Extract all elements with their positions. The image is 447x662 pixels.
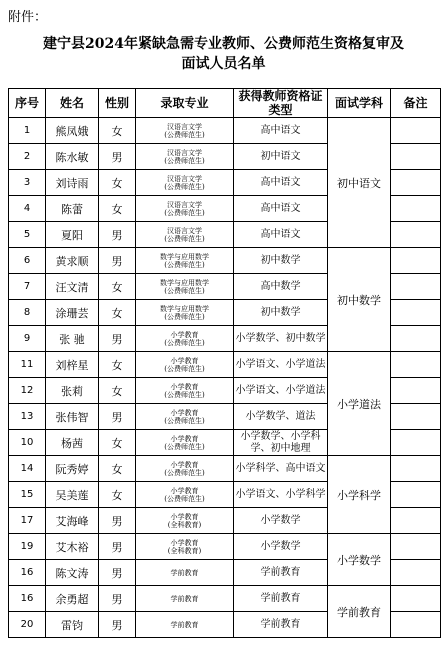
remark [391, 300, 441, 326]
teacher-qualification: 小学数学、初中数学 [234, 326, 328, 352]
candidate-name: 陈文涛 [46, 560, 99, 586]
admitted-major [136, 534, 234, 560]
candidate-name: 阮秀婷 [46, 456, 99, 482]
major-name: 学前教育 [170, 568, 199, 577]
major-name: 汉语言文学 [167, 226, 202, 235]
interview-subject: 初中语文 [328, 118, 391, 248]
row-number: 9 [9, 326, 46, 352]
major-type: (公费师范生) [164, 364, 205, 373]
table-body [9, 118, 441, 638]
table-header-row [9, 89, 441, 118]
table-row [9, 456, 441, 482]
major-name: 小学教育 [170, 434, 199, 443]
admitted-major [136, 456, 234, 482]
remark [391, 534, 441, 560]
major-name: 汉语言文学 [167, 122, 202, 131]
major-name: 学前教育 [170, 620, 199, 629]
major-type: (公费师范生) [164, 442, 205, 451]
candidate-name: 杨茜 [46, 430, 99, 456]
candidate-name: 艾海峰 [46, 508, 99, 534]
admitted-major [136, 196, 234, 222]
candidate-name: 张伟智 [46, 404, 99, 430]
candidate-gender: 女 [99, 430, 136, 456]
major-name: 汉语言文学 [167, 148, 202, 157]
candidate-gender: 男 [99, 508, 136, 534]
column-header-gender: 性别 [99, 89, 136, 118]
major-type: (公费师范生) [164, 234, 205, 243]
row-number: 4 [9, 196, 46, 222]
row-number: 11 [9, 352, 46, 378]
row-number: 17 [9, 508, 46, 534]
major-type: (公费师范生) [164, 130, 205, 139]
candidate-name: 陈水敏 [46, 144, 99, 170]
row-number: 1 [9, 118, 46, 144]
remark [391, 560, 441, 586]
remark [391, 222, 441, 248]
remark [391, 586, 441, 612]
teacher-qualification: 小学科学、高中语文 [234, 456, 328, 482]
teacher-qualification: 小学数学 [234, 508, 328, 534]
admitted-major [136, 248, 234, 274]
candidate-gender: 男 [99, 404, 136, 430]
candidate-name: 艾木裕 [46, 534, 99, 560]
teacher-qualification: 高中语文 [234, 222, 328, 248]
teacher-qualification: 小学语文、小学道法 [234, 352, 328, 378]
row-number: 15 [9, 482, 46, 508]
candidate-gender: 女 [99, 118, 136, 144]
row-number: 3 [9, 170, 46, 196]
teacher-qualification: 小学数学 [234, 534, 328, 560]
admitted-major [136, 430, 234, 456]
remark [391, 378, 441, 404]
major-type: (公费师范生) [164, 338, 205, 347]
major-type: (公费师范生) [164, 494, 205, 503]
remark [391, 118, 441, 144]
major-name: 数学与应用数学 [160, 278, 209, 287]
major-name: 数学与应用数学 [160, 252, 209, 261]
major-name: 数学与应用数学 [160, 304, 209, 313]
column-header-subject: 面试学科 [328, 89, 391, 118]
teacher-qualification: 初中数学 [234, 248, 328, 274]
candidate-name: 雷钧 [46, 612, 99, 638]
interview-subject: 小学数学 [328, 534, 391, 586]
remark [391, 352, 441, 378]
admitted-major [136, 274, 234, 300]
candidate-name: 涂珊芸 [46, 300, 99, 326]
row-number: 2 [9, 144, 46, 170]
admitted-major [136, 482, 234, 508]
table-row [9, 118, 441, 144]
candidate-table [8, 88, 441, 638]
remark [391, 612, 441, 638]
candidate-gender: 男 [99, 144, 136, 170]
remark [391, 404, 441, 430]
admitted-major [136, 612, 234, 638]
major-name: 小学教育 [170, 486, 199, 495]
table-row [9, 534, 441, 560]
major-name: 小学教育 [170, 408, 199, 417]
teacher-qualification: 学前教育 [234, 586, 328, 612]
candidate-gender: 女 [99, 456, 136, 482]
major-name: 小学教育 [170, 512, 199, 521]
candidate-name: 刘诗雨 [46, 170, 99, 196]
teacher-qualification: 小学语文、小学科学 [234, 482, 328, 508]
interview-subject: 小学道法 [328, 352, 391, 456]
major-name: 小学教育 [170, 538, 199, 547]
candidate-gender: 女 [99, 352, 136, 378]
table-row [9, 248, 441, 274]
major-name: 学前教育 [170, 594, 199, 603]
admitted-major [136, 326, 234, 352]
admitted-major [136, 508, 234, 534]
row-number: 20 [9, 612, 46, 638]
document-title: 建宁县2024年紧缺急需专业教师、公费师范生资格复审及 [43, 36, 404, 52]
major-type: (公费师范生) [164, 286, 205, 295]
major-type: (公费师范生) [164, 390, 205, 399]
major-name: 小学教育 [170, 330, 199, 339]
column-header-remark: 备注 [391, 89, 441, 118]
remark [391, 170, 441, 196]
admitted-major [136, 586, 234, 612]
candidate-name: 余勇超 [46, 586, 99, 612]
column-header-major: 录取专业 [136, 89, 234, 118]
major-type: (公费师范生) [164, 416, 205, 425]
candidate-gender: 女 [99, 196, 136, 222]
candidate-name: 夏阳 [46, 222, 99, 248]
major-name: 小学教育 [170, 382, 199, 391]
major-type: (公费师范生) [164, 208, 205, 217]
teacher-qualification: 高中语文 [234, 196, 328, 222]
remark [391, 248, 441, 274]
admitted-major [136, 170, 234, 196]
column-header-qualification: 获得教师资格证类型 [234, 89, 328, 118]
candidate-gender: 男 [99, 612, 136, 638]
teacher-qualification: 小学数学、小学科学、初中地理 [234, 430, 328, 456]
table-row [9, 352, 441, 378]
admitted-major [136, 222, 234, 248]
candidate-gender: 男 [99, 586, 136, 612]
candidate-name: 黄求顺 [46, 248, 99, 274]
candidate-name: 刘梓星 [46, 352, 99, 378]
candidate-gender: 男 [99, 248, 136, 274]
document-title-line2: 面试人员名单 [181, 56, 266, 72]
candidate-gender: 女 [99, 482, 136, 508]
admitted-major [136, 560, 234, 586]
teacher-qualification: 初中语文 [234, 144, 328, 170]
candidate-gender: 女 [99, 274, 136, 300]
major-type: (公费师范生) [164, 312, 205, 321]
teacher-qualification: 高中数学 [234, 274, 328, 300]
row-number: 19 [9, 534, 46, 560]
candidate-gender: 男 [99, 534, 136, 560]
admitted-major [136, 300, 234, 326]
teacher-qualification: 小学数学、道法 [234, 404, 328, 430]
candidate-name: 吴美莲 [46, 482, 99, 508]
interview-subject: 初中数学 [328, 248, 391, 352]
candidate-gender: 男 [99, 326, 136, 352]
remark [391, 144, 441, 170]
remark [391, 430, 441, 456]
row-number: 10 [9, 430, 46, 456]
admitted-major [136, 352, 234, 378]
major-type: (公费师范生) [164, 468, 205, 477]
interview-subject: 学前教育 [328, 586, 391, 638]
remark [391, 274, 441, 300]
column-header-no: 序号 [9, 89, 46, 118]
candidate-name: 陈蕾 [46, 196, 99, 222]
attachment-label: 附件： [8, 10, 48, 25]
interview-subject: 小学科学 [328, 456, 391, 534]
teacher-qualification: 高中语文 [234, 170, 328, 196]
row-number: 8 [9, 300, 46, 326]
major-name: 小学教育 [170, 460, 199, 469]
major-name: 汉语言文学 [167, 200, 202, 209]
teacher-qualification: 初中数学 [234, 300, 328, 326]
candidate-name: 张莉 [46, 378, 99, 404]
candidate-name: 张 驰 [46, 326, 99, 352]
major-name: 汉语言文学 [167, 174, 202, 183]
candidate-gender: 女 [99, 170, 136, 196]
admitted-major [136, 378, 234, 404]
admitted-major [136, 118, 234, 144]
major-type: (公费师范生) [164, 182, 205, 191]
row-number: 5 [9, 222, 46, 248]
major-type: (公费师范生) [164, 260, 205, 269]
teacher-qualification: 高中语文 [234, 118, 328, 144]
admitted-major [136, 144, 234, 170]
teacher-qualification: 学前教育 [234, 560, 328, 586]
row-number: 14 [9, 456, 46, 482]
remark [391, 456, 441, 482]
candidate-name: 汪文清 [46, 274, 99, 300]
major-type: (全科教育) [167, 520, 202, 529]
teacher-qualification: 小学语文、小学道法 [234, 378, 328, 404]
row-number: 6 [9, 248, 46, 274]
remark [391, 508, 441, 534]
major-type: (公费师范生) [164, 156, 205, 165]
candidate-gender: 男 [99, 222, 136, 248]
candidate-gender: 女 [99, 378, 136, 404]
candidate-name: 熊凤娥 [46, 118, 99, 144]
row-number: 16 [9, 586, 46, 612]
major-type: (全科教育) [167, 546, 202, 555]
candidate-gender: 男 [99, 560, 136, 586]
teacher-qualification: 学前教育 [234, 612, 328, 638]
row-number: 16 [9, 560, 46, 586]
remark [391, 196, 441, 222]
candidate-gender: 女 [99, 300, 136, 326]
row-number: 12 [9, 378, 46, 404]
admitted-major [136, 404, 234, 430]
row-number: 7 [9, 274, 46, 300]
table-row [9, 586, 441, 612]
remark [391, 326, 441, 352]
major-name: 小学教育 [170, 356, 199, 365]
remark [391, 482, 441, 508]
row-number: 13 [9, 404, 46, 430]
column-header-name: 姓名 [46, 89, 99, 118]
